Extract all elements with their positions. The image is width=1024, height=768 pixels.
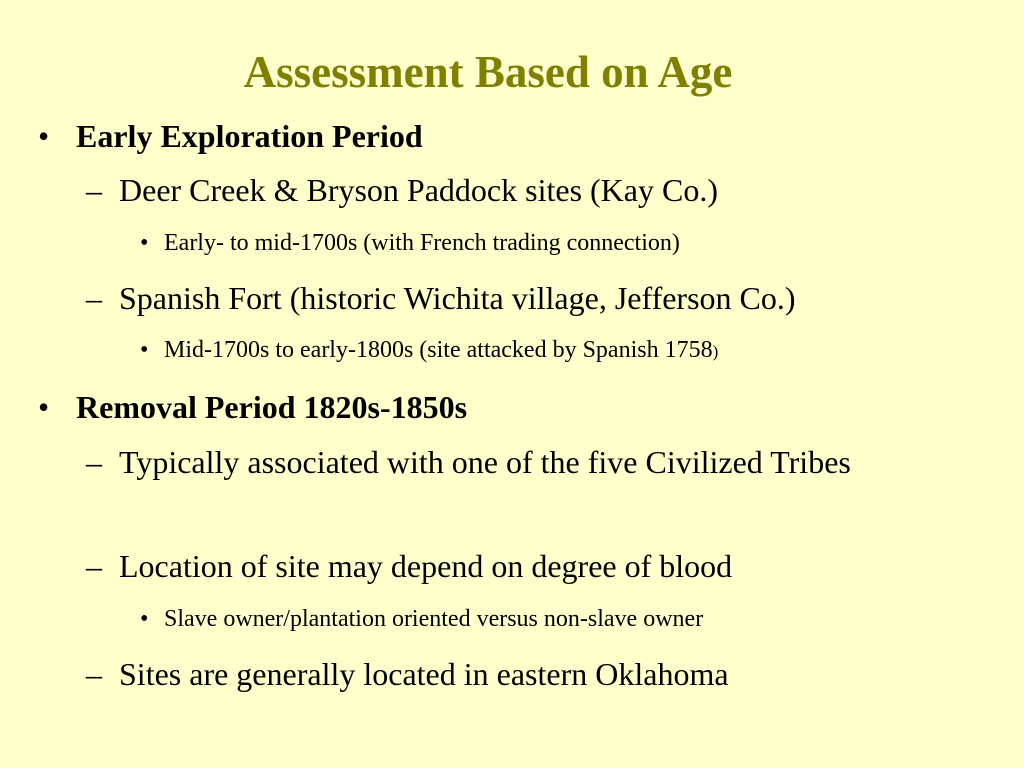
bullet-item-level1 [38,116,423,156]
bullet-marker: • [38,389,50,425]
bullet-item-level3 [140,335,719,367]
bullet-marker: • [38,118,50,154]
bullet-text: Mid-1700s to early-1800s (site attacked by Spanish 1758 [164,337,713,363]
bullet-text: Removal Period 1820s-1850s [76,389,468,425]
slide-title: Assessment Based on Age [243,47,733,98]
bullet-item-level2 [86,275,796,321]
bullet-marker: • [140,606,149,632]
bullet-text: Spanish Fort (historic Wichita village, Jefferson Co.) [119,280,796,316]
bullet-item-level2 [86,651,729,697]
bullet-item-level2 [86,167,718,213]
bullet-text: Location of site may depend on degree of blood [119,548,733,584]
bullet-item-level3 [140,604,704,634]
bullet-item-level2 [86,543,733,589]
bullet-marker: • [140,230,149,256]
bullet-text: Deer Creek & Bryson Paddock sites (Kay Co.) [119,172,718,208]
bullet-item-level1 [38,387,468,427]
dash-marker: – [86,444,102,480]
dash-marker: – [86,172,102,208]
bullet-item-level3 [140,228,680,258]
bullet-text-end: ) [712,342,719,361]
bullet-marker: • [140,337,149,363]
dash-marker: – [86,656,102,692]
bullet-text: Typically associated with one of the five Civilized Tribes [119,444,851,480]
bullet-text: Sites are generally located in eastern Oklahoma [119,656,729,692]
bullet-text: Slave owner/plantation oriented versus non-slave owner [164,606,704,632]
bullet-text: Early- to mid-1700s (with French trading connection) [164,230,680,256]
dash-marker: – [86,280,102,316]
bullet-item-level2 [86,439,939,485]
dash-marker: – [86,548,102,584]
bullet-text: Early Exploration Period [76,118,423,154]
